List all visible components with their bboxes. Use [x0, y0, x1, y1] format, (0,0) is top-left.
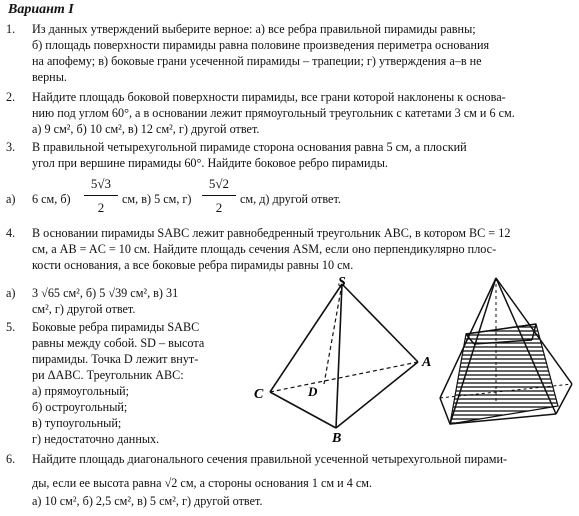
q5-line-2: равны между собой. SD – высота — [32, 336, 205, 350]
label-d: D — [308, 384, 318, 399]
pyramid-sabc-diagram — [236, 276, 436, 444]
label-s: S — [338, 276, 346, 290]
q3-answer-a-label: а) — [6, 192, 16, 206]
q2-line-1: Найдите площадь боковой поверхности пирамиды, все грани которой наклонены к основа- — [32, 90, 506, 104]
q2-line-3: а) 9 см², б) 10 см², в) 12 см², г) другой ответ. — [32, 122, 260, 136]
q2-number: 2. — [6, 90, 16, 104]
q5-option-b: б) остроугольный; — [32, 400, 128, 414]
q5-line-3: пирамиды. Точка D лежит внут- — [32, 352, 199, 366]
q5-line-4: ри ΔABC. Треугольник ABC: — [32, 368, 184, 382]
base-edge-3 — [556, 384, 572, 414]
q3-line-1: В правильной четырехугольной пирамиде сторона основания равна 5 см, а плоский — [32, 140, 467, 154]
q2-line-2: нию под углом 60°, а в основании лежит прямоугольный треугольник с катетами 3 см и 6 см. — [32, 106, 515, 120]
edge-ba — [336, 362, 418, 428]
q4-answer-a-label: а) — [6, 286, 16, 300]
q6-line-2: ды, если ее высота равна √2 см, а стороны основания 1 см и 4 см. — [32, 476, 373, 490]
base-edge-1 — [440, 398, 450, 424]
q4-line-1: В основании пирамиды SABC лежит равнобедренный треугольник ABC, в котором BC = 12 — [32, 226, 511, 240]
q6-line-3: а) 10 см², б) 2,5 см², в) 5 см², г) другой ответ. — [32, 494, 263, 508]
label-a: A — [422, 355, 432, 370]
edge-sa — [342, 284, 418, 362]
q3-line-2: угол при вершине пирамиды 60°. Найдите боковое ребро пирамиды. — [32, 156, 388, 170]
q3-fraction2-denominator: 2 — [215, 200, 223, 215]
q6-line-1: Найдите площадь диагонального сечения правильной усеченной четырехугольной пирами- — [32, 452, 508, 466]
q4-line-2: см, а AB = AC = 10 см. Найдите площадь сечения ASM, если оно перпендикулярно плос- — [32, 242, 497, 256]
q4-line-3: кости основания, а все боковые ребра пирамиды равны 10 см. — [32, 258, 354, 272]
label-c: C — [254, 387, 264, 402]
q3-fraction2-numerator: 5√2 — [208, 176, 230, 191]
q3-fraction2-bar — [202, 195, 236, 196]
edge-sc — [270, 284, 342, 392]
variant-title: Вариант I — [8, 2, 74, 17]
q4-answer-line-2: см², г) другой ответ. — [32, 302, 136, 316]
q1-line-2: б) площадь поверхности пирамиды равна половине произведения периметра основания — [32, 38, 490, 52]
q5-number: 5. — [6, 320, 16, 334]
q5-option-c: в) тупоугольный; — [32, 416, 122, 430]
q4-number: 4. — [6, 226, 16, 240]
q3-fraction1-numerator: 5√3 — [90, 176, 112, 191]
q4-answer-line-1: 3 √65 см², б) 5 √39 см², в) 31 — [32, 286, 179, 300]
q5-line-1: Боковые ребра пирамиды SABC — [32, 320, 200, 334]
q1-line-3: на апофему; в) боковые грани усеченной пирамиды – трапеции; г) утверждения а–в не — [32, 54, 482, 68]
q1-line-4: верны. — [32, 70, 67, 84]
q3-answer-mid: см, в) 5 см, г) — [122, 192, 192, 206]
q3-number: 3. — [6, 140, 16, 154]
q6-number: 6. — [6, 452, 16, 466]
edge-sb — [336, 284, 342, 428]
q1-number: 1. — [6, 22, 16, 36]
q3-fraction1-bar — [84, 195, 118, 196]
q5-option-a: а) прямоугольный; — [32, 384, 130, 398]
truncated-pyramid-diagram — [436, 274, 576, 450]
q5-option-d: г) недостаточно данных. — [32, 432, 160, 446]
q1-line-1: Из данных утверждений выберите верное: а) все ребра правильной пирамиды равны; — [32, 22, 476, 36]
label-b: B — [332, 431, 342, 444]
q3-answer-tail: см, д) другой ответ. — [240, 192, 341, 206]
q3-fraction1-denominator: 2 — [97, 200, 105, 215]
edge-cb — [270, 392, 336, 428]
q3-answer-a: 6 см, б) — [32, 192, 71, 206]
edge-ca-hidden — [270, 362, 418, 392]
